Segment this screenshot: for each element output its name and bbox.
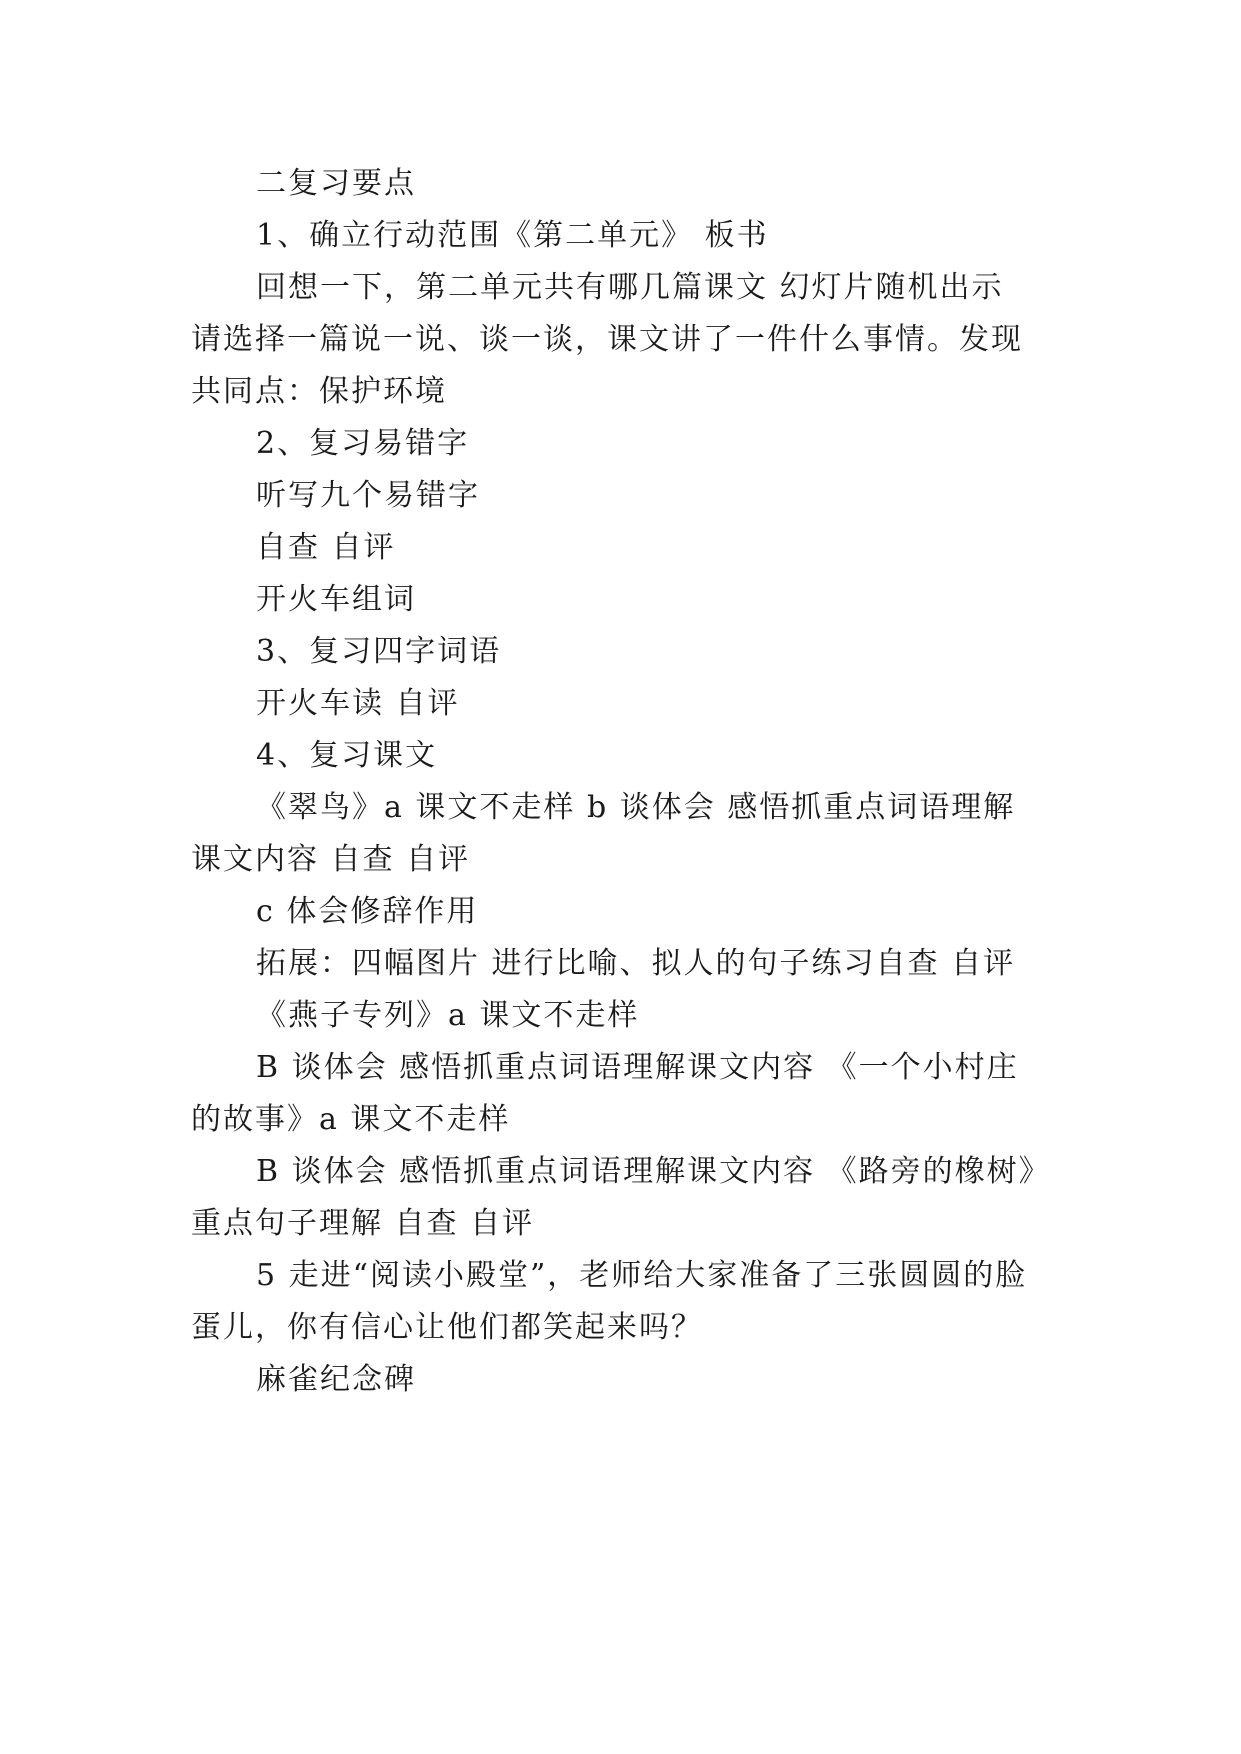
paragraph-line: c 体会修辞作用 [256,894,479,929]
paragraph-line: 拓展：四幅图片 进行比喻、拟人的句子练习自查 自评 [256,946,1016,981]
paragraph-line: 蛋儿，你有信心让他们都笑起来吗？ [191,1310,703,1345]
paragraph-line: 4、复习课文 [256,738,438,773]
paragraph-line: 开火车组词 [256,582,416,617]
paragraph-line: 2、复习易错字 [256,426,470,461]
paragraph-line: 的故事》a 课文不走样 [191,1102,511,1137]
paragraph-line: 请选择一篇说一说、谈一谈，课文讲了一件什么事情。发现 [191,322,1023,357]
paragraph-line: 《燕子专列》a 课文不走样 [256,998,640,1033]
paragraph-line: 重点句子理解 自查 自评 [191,1206,535,1241]
paragraph-line: 课文内容 自查 自评 [191,842,471,877]
paragraph-line: 3、复习四字词语 [256,634,502,669]
paragraph-line: B 谈体会 感悟抓重点词语理解课文内容 《一个小村庄 [256,1050,1019,1085]
paragraph-line: 《翠鸟》a 课文不走样 b 谈体会 感悟抓重点词语理解 [256,790,1016,825]
paragraph-line: 麻雀纪念碑 [256,1362,416,1397]
paragraph-line: 5 走进“阅读小殿堂”，老师给大家准备了三张圆圆的脸 [256,1258,1028,1293]
paragraph-line: 开火车读 自评 [256,686,460,721]
paragraph-line: B 谈体会 感悟抓重点词语理解课文内容 《路旁的橡树》 [256,1154,1051,1189]
paragraph-line: 回想一下，第二单元共有哪几篇课文 幻灯片随机出示 [256,270,1004,305]
paragraph-line: 自查 自评 [256,530,396,565]
paragraph-line: 1、确立行动范围《第二单元》 板书 [256,218,769,253]
section-heading: 二复习要点 [256,166,416,201]
paragraph-line: 听写九个易错字 [256,478,480,513]
paragraph-line: 共同点：保护环境 [191,374,447,409]
